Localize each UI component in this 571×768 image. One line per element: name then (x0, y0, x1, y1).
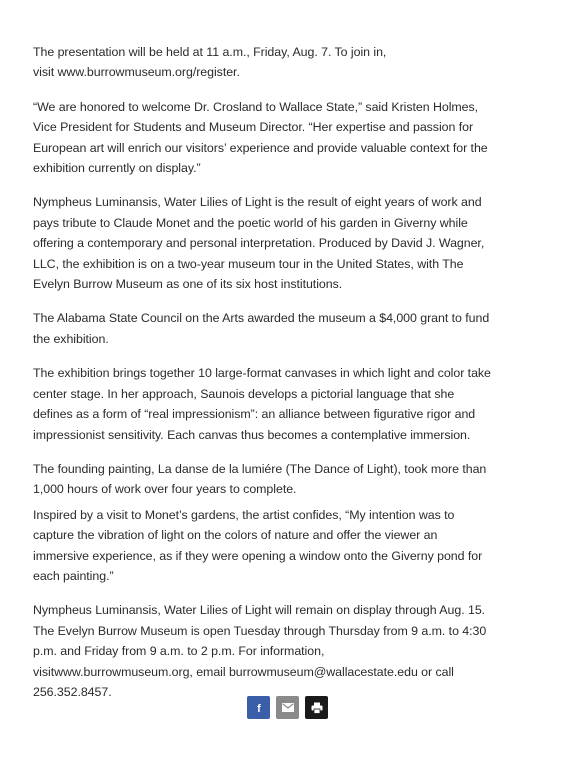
text-line: center stage. In her approach, Saunois develops a pictorial language that she (33, 386, 455, 401)
text-line: LLC, the exhibition is on a two-year museum tour in the United States, with The (33, 256, 464, 271)
text-line: “We are honored to welcome Dr. Crosland to Wallace State,” said Kristen Holmes, (33, 99, 479, 114)
text-line: The presentation will be held at 11 a.m., Friday, Aug. 7. To join in, (33, 45, 387, 59)
text-line: The exhibition brings together 10 large-format canvases in which light and color take (33, 366, 491, 381)
text-line: offering a contemporary and personal interpretation. Produced by David J. Wagner, (33, 236, 485, 251)
email-share-button[interactable] (276, 696, 299, 719)
text-line: visit www.burrowmuseum.org/register. (33, 65, 240, 80)
text-line: immersive experience, as if they were opening a window onto the Giverny pond for (33, 548, 483, 563)
text-line: impressionist sensitivity. Each canvas thus becomes a contemplative immersion. (33, 427, 471, 442)
email-icon (282, 703, 294, 712)
paragraph-hours-info (33, 600, 549, 702)
text-line: visitwww.burrowmuseum.org, email burrowmuseum@wallacestate.edu or call (33, 664, 454, 679)
text-line: Vice President for Students and Museum Director. “Her expertise and passion for (33, 120, 474, 135)
text-line: The Alabama State Council on the Arts awarded the museum a $4,000 grant to fund (33, 311, 490, 326)
text-line: pays tribute to Claude Monet and the poetic world of his garden in Giverny while (33, 215, 468, 230)
text-line: 1,000 hours of work over four years to complete. (33, 482, 297, 497)
text-line: The founding painting, La danse de la lumiére (The Dance of Light), took more than (33, 461, 487, 476)
text-line: Inspired by a visit to Monet’s gardens, the artist confides, “My intention was to (33, 507, 455, 522)
text-line: 256.352.8457. (33, 684, 112, 699)
share-toolbar (247, 696, 328, 719)
paragraph-quote-holmes (33, 97, 549, 179)
paragraph-grant (33, 308, 549, 349)
text-line: capture the vibration of light on the colors of nature and offer the viewer an (33, 528, 438, 543)
text-line: Nympheus Luminansis, Water Lilies of Light is the result of eight years of work and (33, 195, 482, 210)
text-line: p.m. and Friday from 9 a.m. to 2 p.m. For information, (33, 644, 325, 659)
text-line: European art will enrich our visitors’ experience and provide valuable context for the (33, 140, 488, 155)
text-line: the exhibition. (33, 331, 109, 346)
facebook-glyph: f (256, 702, 261, 714)
print-button[interactable] (305, 696, 328, 719)
article-body (33, 42, 549, 716)
text-line: Evelyn Burrow Museum as one of its six host institutions. (33, 277, 343, 292)
facebook-icon (254, 702, 264, 714)
paragraph-artist-quote (33, 505, 549, 587)
text-line: each painting.” (33, 568, 114, 583)
text-line: exhibition currently on display.” (33, 161, 201, 176)
text-line: Nympheus Luminansis, Water Lilies of Light will remain on display through Aug. 15. (33, 603, 486, 618)
paragraph-exhibition-about (33, 192, 549, 294)
facebook-share-button[interactable] (247, 696, 270, 719)
print-icon (311, 702, 323, 714)
paragraph-canvases (33, 363, 549, 445)
text-line: The Evelyn Burrow Museum is open Tuesday through Thursday from 9 a.m. to 4:30 (33, 623, 487, 638)
paragraph-presentation (33, 42, 549, 83)
paragraph-founding-painting (33, 459, 549, 500)
text-line: defines as a form of “real impressionism”: an alliance between figurative rigor and (33, 407, 476, 422)
